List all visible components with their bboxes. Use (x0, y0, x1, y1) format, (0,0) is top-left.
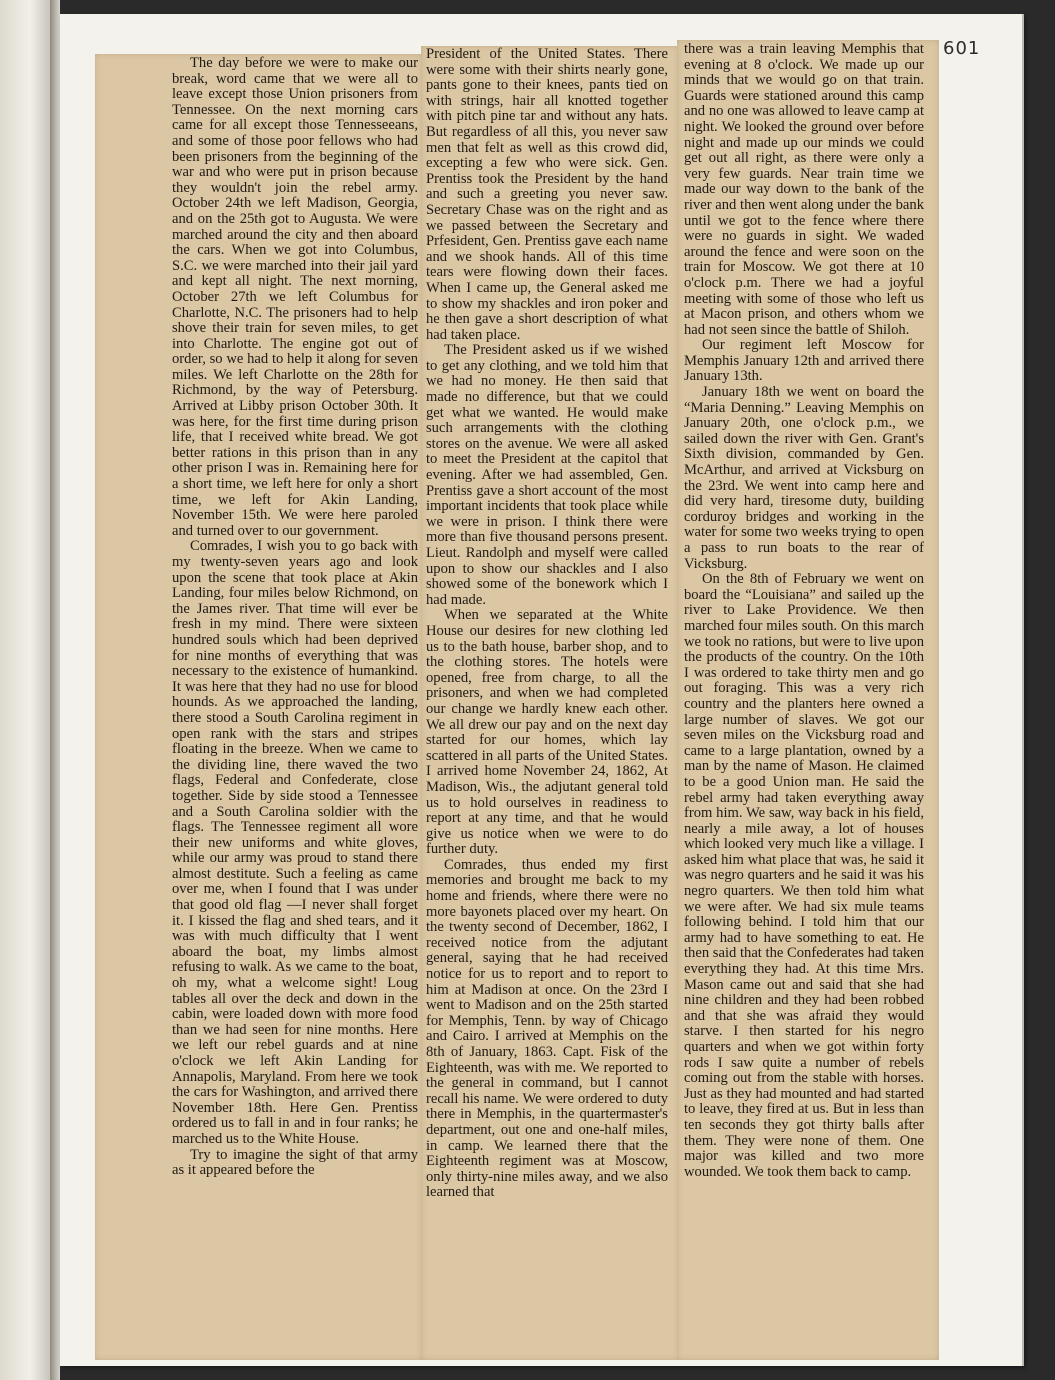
article-column-3 (684, 42, 924, 1180)
paragraph: Comrades, thus ended my first memories and brought me back to my home and friends, where there were no more bayonets placed over my heart. On the twenty second of December, 1862, I received notice from the adjutant general, saying that he had received notice for us to report and to report to him at Madison at once. On the 23rd I went to Madison and on the 25th started for Memphis, Tenn. by way of Chicago and Cairo. I arrived at Memphis on the 8th of January, 1863. Capt. Fisk of the Eighteenth, was with me. We reported to the general in command, but I cannot recall his name. We were ordered to duty there in Memphis, in the quartermaster's department, out one and one-half miles, in camp. We learned there that the Eighteenth regiment was at Moscow, only thirty-nine miles away, and we also learned that (426, 856, 668, 1201)
article-column-2 (426, 47, 668, 1201)
paragraph: President of the United States. There were some with their shirts nearly gone, pants gone to their knees, pants tied on with strings, hair all knotted together with pitch pine tar and without any hats. But regardless of all this, you never saw men that felt as well as this crowd did, excepting a few who were sick. Gen. Prentiss took the President by the hand and such a greeting you never saw. Secretary Chase was on the right and as we passed between the Secretary and Prfesident, Gen. Prentiss gave each name and we shook hands. All of this time tears were flowing down their faces. When I came up, the General asked me to show my shackles and iron poker and he then gave a short description of what had taken place. (426, 46, 668, 343)
paragraph: The President asked us if we wished to get any clothing, and we told him that we had no money. He then said that made no difference, but that we could get what we wanted. He would make such arrangements with the clothing stores on the avenue. We were all asked to meet the President at the capitol that evening. After we had assembled, Gen. Prentiss gave a short account of the most important incidents that took place while we were in prison. I think there were more than five thousand persons present. Lieut. Randolph and myself were called upon to show our shackles and I also showed some of the bonework which I had made. (426, 342, 668, 608)
page-number: 601 (943, 38, 981, 59)
paragraph: On the 8th of February we went on board the “Louisiana” and sailed up the river to Lake Providence. We then marched four miles south. On this march we took no rations, but were to live upon the products of the country. On the 10th I was ordered to take thirty men and go out foraging. This was a very rich country and the planters here owned a large number of slaves. We got our seven miles on the Vicksburg road and came to a large plantation, owned by a man by the name of Mason. He claimed to be a good Union man. He said the rebel army had taken everything away from him. We saw, way back in his field, nearly a mile away, a lot of houses which looked very much like a village. I asked him what place that was, he said it was negro quarters and he said it was his negro quarters. We then told him what we were after. We had six mule teams following behind. I told him that our army had to have something to eat. He then said that the Confederates had taken everything they had. At this time Mrs. Mason came out and said that she had nine children and they had been robbed and that she was afraid they would starve. I then started for his negro quarters and when we got within forty rods I saw quite a number of rebels coming out from the stable with horses. Just as they had mounted and had started to leave, they fired at us. But in less than ten seconds they got thirty balls after them. They were none of them. One major was killed and two more wounded. We took them back to camp. (684, 571, 924, 1180)
paragraph: When we separated at the White House our desires for new clothing led us to the bath house, barber shop, and to the clothing stores. The hotels were opened, free from charge, to all the prisoners, and when we had completed our change we hardly knew each other. We all drew our pay and on the next day started for our homes, which lay scattered in all parts of the United States. I arrived home November 24, 1862, At Madison, Wis., the adjutant general told us to hold ourselves in readiness to report at any time, and that he would give us notice when we were to do further duty. (426, 607, 668, 858)
paragraph: The day before we were to make our break, word came that we were all to leave except those Union prisoners from Tennessee. On the next morning cars came for all except those Tennesseeans, and some of those poor fellows who had been prisoners from the beginning of the war and who were put in prison because they wouldn't join the rebel army. October 24th we left Madison, Georgia, and on the 25th got to Augusta. We were marched around the city and then aboard the cars. When we got into Columbus, S.C. we were marched into their jail yard and kept all night. The next morning, October 27th we left Columbus for Charlotte, N.C. The prisoners had to help shove their train for seven miles, to get into Charlotte. The engine got out of order, so we had to help it along for seven miles. We left Charlotte on the 28th for Richmond, by the way of Petersburg. Arrived at Libby prison October 30th. It was here, for the first time during prison life, that I received white bread. We got better rations in this prison than in any other prison I was in. Remaining here for a short time, we left here for only a short time, we left for Akin Landing, November 15th. We were here paroled and turned over to our government. (172, 55, 418, 539)
paragraph: Comrades, I wish you to go back with my twenty-seven years ago and look upon the scene that took place at Akin Landing, four miles below Richmond, on the James river. That time will ever be fresh in my mind. There were sixteen hundred souls which had been deprived for nine months of everything that was necessary to the existence of humankind. It was here that they had no use for blood hounds. As we approached the landing, there stood a South Carolina regiment in open rank with the stars and stripes floating in the breeze. When we came to the dividing line, there waved the two flags, Federal and Confederate, close together. Side by side stood a Tennessee and a South Carolina soldier with the flags. The Tennessee regiment all wore their new uniforms and white gloves, while our army was proud to stand there almost destitute. Such a feeling as came over me, when I found that I was under that good old flag —I never shall forget it. I kissed the flag and shed tears, and it was with much difficulty that I went aboard the boat, my limbs almost refusing to walk. As we came to the boat, oh my, what a welcome sight! Loug tables all over the deck and down in the cabin, were loaded down with more food than we had seen for nine months. Here we left our rebel guards and at nine o'clock we left Akin Landing for Annapolis, Maryland. From here we took the cars for Washington, and arrived there November 18th. Here Gen. Prentiss ordered us to fall in and in four ranks; he marched us to the White House. (172, 538, 418, 1147)
album-binding (0, 0, 50, 1380)
article-column-1 (172, 56, 418, 1179)
paragraph: January 18th we went on board the “Maria Denning.” Leaving Memphis on January 20th, one o'clock p.m., we sailed down the river with Gen. Grant's Sixth division, commanded by Gen. McArthur, and arrived at Vicksburg on the 23rd. We went into camp here and did very hard, tiresome duty, building corduroy bridges and working in the water for some two weeks trying to open a pass to run boats to the rear of Vicksburg. (684, 384, 924, 572)
page-gutter (50, 0, 60, 1380)
paragraph: Try to imagine the sight of that army as it appeared before the (172, 1146, 418, 1179)
paragraph: there was a train leaving Memphis that evening at 8 o'clock. We made up our minds that we would go on that train. Guards were stationed around this camp and no one was allowed to leave camp at night. We looked the ground over before night and made up our minds we could get out all right, as there were only a very few guards. Near train time we made our way down to the bank of the river and then went along under the bank until we got to the fence where there were no guards in sight. We waded around the fence and were soon on the train for Moscow. We got there at 10 o'clock p.m. There we had a joyful meeting with some of those who left us at Macon prison, and others whom we had not seen since the battle of Shiloh. (684, 41, 924, 338)
paragraph: Our regiment left Moscow for Memphis January 12th and arrived there January 13th. (684, 337, 924, 385)
